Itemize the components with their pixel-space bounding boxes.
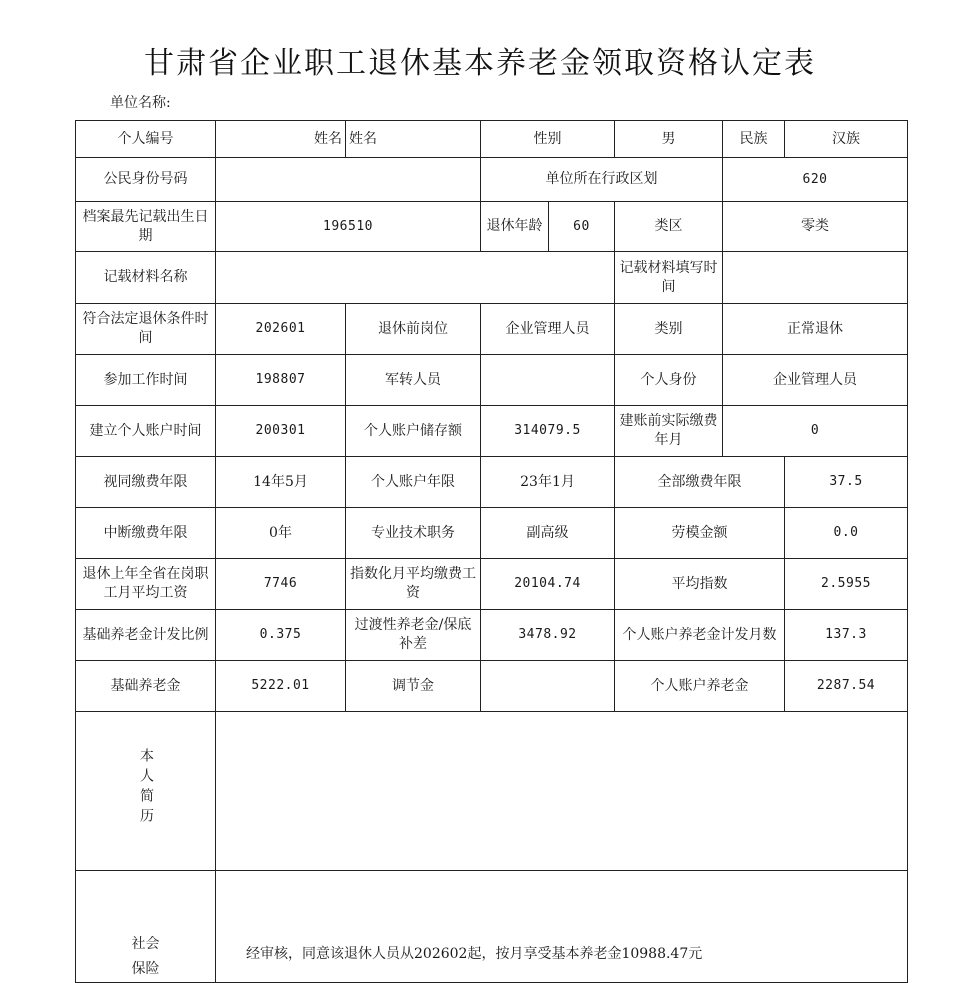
table-row [76, 406, 908, 457]
deemed-years-label: 视同缴费年限 [76, 457, 216, 508]
account-years-label: 个人账户年限 [346, 457, 481, 508]
basic-pension-value: 5222.01 [216, 661, 346, 712]
region-label: 单位所在行政区划 [481, 158, 723, 202]
material-name-value [216, 252, 615, 304]
military-transfer-label: 军转人员 [346, 355, 481, 406]
ethnic-label: 民族 [723, 121, 785, 158]
table-row [76, 121, 908, 158]
avg-index-value: 2.5955 [785, 559, 908, 610]
id-card-label: 公民身份号码 [76, 158, 216, 202]
avg-wage-value: 7746 [216, 559, 346, 610]
material-date-label: 记载材料填写时间 [615, 252, 723, 304]
break-years-label: 中断缴费年限 [76, 508, 216, 559]
identity-label: 个人身份 [615, 355, 723, 406]
payment-months-value: 137.3 [785, 610, 908, 661]
pre-account-label: 建账前实际缴费年月 [615, 406, 723, 457]
indexed-wage-label: 指数化月平均缴费工资 [346, 559, 481, 610]
table-row [76, 871, 908, 983]
account-open-value: 200301 [216, 406, 346, 457]
adjustment-label: 调节金 [346, 661, 481, 712]
basic-ratio-value: 0.375 [216, 610, 346, 661]
work-start-label: 参加工作时间 [76, 355, 216, 406]
gender-label: 性别 [481, 121, 615, 158]
resume-label: 本人简历 [137, 748, 154, 829]
table-row [76, 355, 908, 406]
account-open-label: 建立个人账户时间 [76, 406, 216, 457]
area-class-value: 零类 [723, 202, 908, 252]
social-insurance-label-1: 社会 [131, 936, 160, 953]
social-insurance-label-cell [76, 871, 216, 983]
retire-age-value: 60 [549, 202, 615, 252]
identity-value: 企业管理人员 [723, 355, 908, 406]
table-row [76, 610, 908, 661]
tech-title-label: 专业技术职务 [346, 508, 481, 559]
personal-id-label: 个人编号 [76, 121, 216, 158]
table-row [76, 712, 908, 871]
birth-date-value: 196510 [216, 202, 481, 252]
transitional-pension-value: 3478.92 [481, 610, 615, 661]
name-tag: 姓名 [216, 121, 346, 158]
gender-value: 男 [615, 121, 723, 158]
indexed-wage-value: 20104.74 [481, 559, 615, 610]
ethnic-value: 汉族 [785, 121, 908, 158]
break-years-value: 0年 [216, 508, 346, 559]
table-row [76, 202, 908, 252]
id-card-value [216, 158, 481, 202]
account-balance-label: 个人账户储存额 [346, 406, 481, 457]
military-transfer-value [481, 355, 615, 406]
category-label: 类别 [615, 304, 723, 355]
transitional-pension-label: 过渡性养老金/保底补差 [346, 610, 481, 661]
payment-months-label: 个人账户养老金计发月数 [615, 610, 785, 661]
form-title: 甘肃省企业职工退休基本养老金领取资格认定表 [144, 46, 816, 81]
deemed-years-value: 14年5月 [216, 457, 346, 508]
material-date-value [723, 252, 908, 304]
avg-index-label: 平均指数 [615, 559, 785, 610]
resume-content [216, 712, 908, 871]
pre-account-value: 0 [723, 406, 908, 457]
account-years-value: 23年1月 [481, 457, 615, 508]
area-class-label: 类区 [615, 202, 723, 252]
table-row [76, 457, 908, 508]
table-row [76, 508, 908, 559]
resume-label-cell [76, 712, 216, 871]
total-years-label: 全部缴费年限 [615, 457, 785, 508]
tech-title-value: 副高级 [481, 508, 615, 559]
table-row [76, 158, 908, 202]
pre-retire-post-value: 企业管理人员 [481, 304, 615, 355]
qualification-table [75, 120, 908, 983]
table-row [76, 559, 908, 610]
total-years-value: 37.5 [785, 457, 908, 508]
model-worker-value: 0.0 [785, 508, 908, 559]
table-row [76, 661, 908, 712]
retire-condition-value: 202601 [216, 304, 346, 355]
avg-wage-label: 退休上年全省在岗职工月平均工资 [76, 559, 216, 610]
table-row [76, 252, 908, 304]
personal-pension-value: 2287.54 [785, 661, 908, 712]
retire-age-label: 退休年龄 [481, 202, 549, 252]
material-name-label: 记载材料名称 [76, 252, 216, 304]
model-worker-label: 劳模金额 [615, 508, 785, 559]
pre-retire-post-label: 退休前岗位 [346, 304, 481, 355]
account-balance-value: 314079.5 [481, 406, 615, 457]
review-opinion: 经审核，同意该退休人员从202602起，按月享受基本养老金10988.47元 [216, 871, 908, 983]
personal-pension-label: 个人账户养老金 [615, 661, 785, 712]
unit-name-label: 单位名称: [110, 95, 171, 111]
region-value: 620 [723, 158, 908, 202]
adjustment-value [481, 661, 615, 712]
work-start-value: 198807 [216, 355, 346, 406]
basic-ratio-label: 基础养老金计发比例 [76, 610, 216, 661]
birth-date-label: 档案最先记载出生日期 [76, 202, 216, 252]
basic-pension-label: 基础养老金 [76, 661, 216, 712]
table-row [76, 304, 908, 355]
name-label: 姓名 [346, 121, 481, 158]
social-insurance-label-2: 保险 [131, 960, 160, 977]
category-value: 正常退休 [723, 304, 908, 355]
retire-condition-label: 符合法定退休条件时间 [76, 304, 216, 355]
